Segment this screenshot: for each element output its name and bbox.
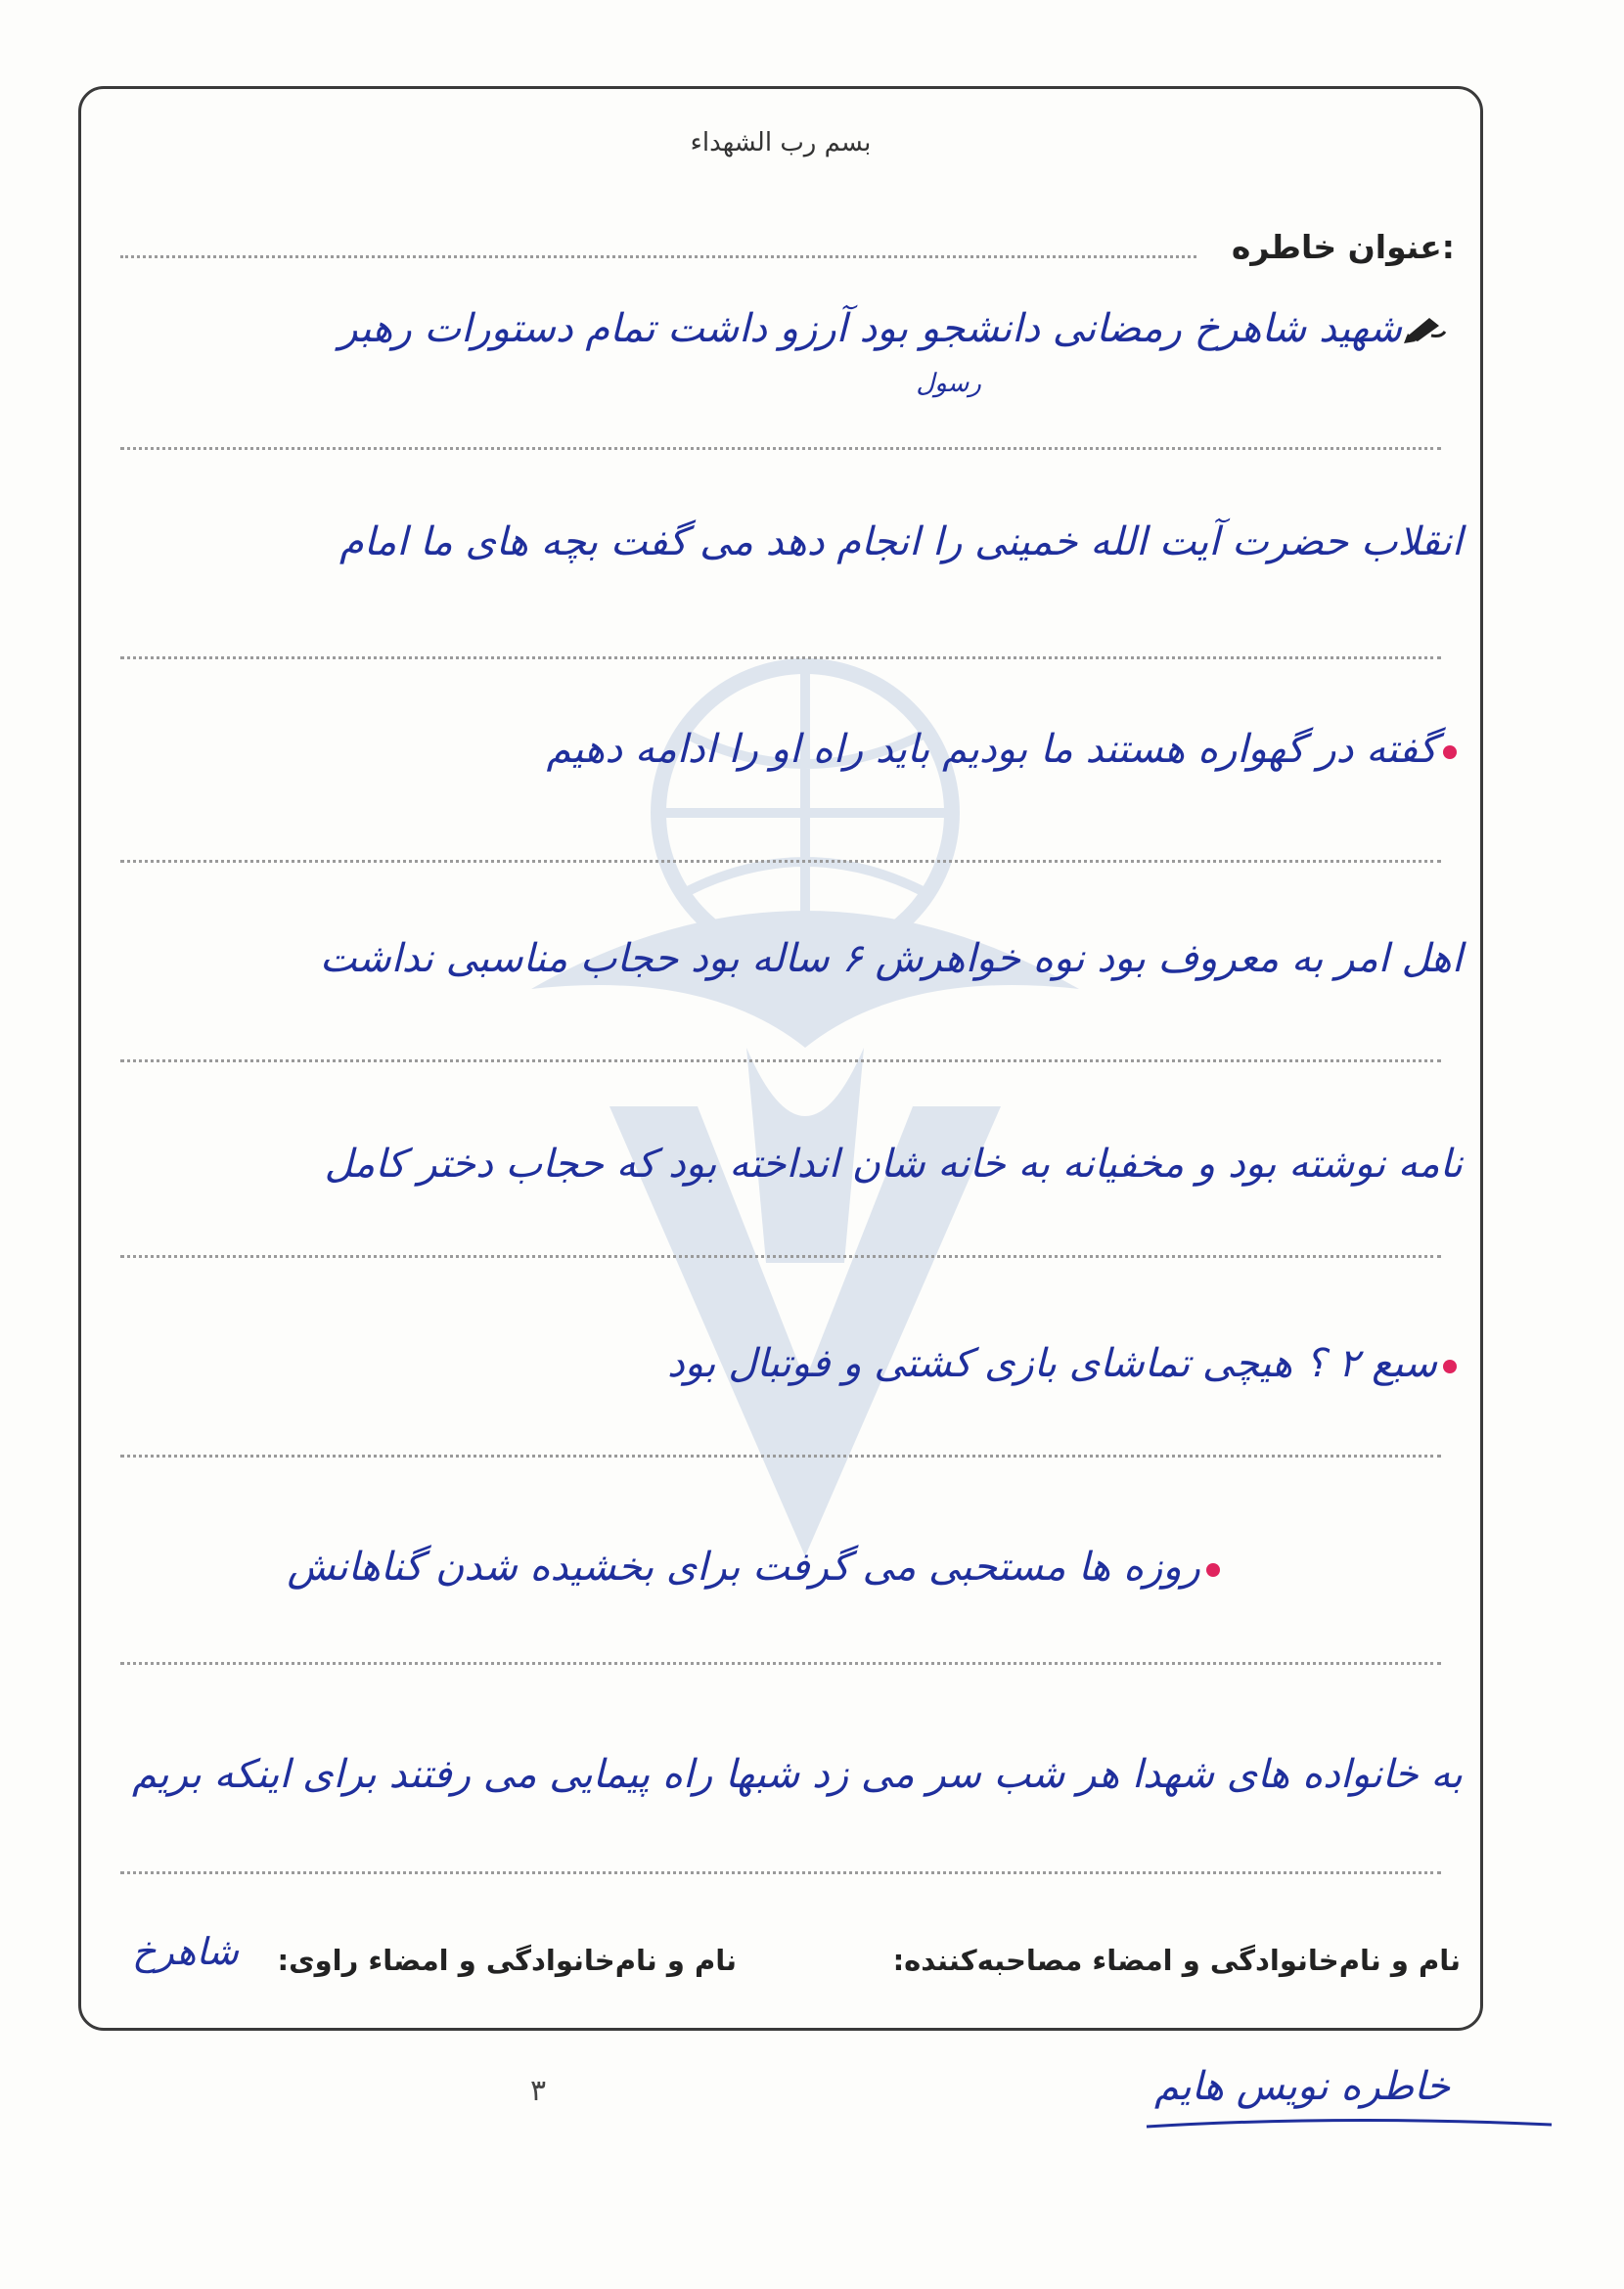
memoir-line-8: به خانواده های شهدا هر شب سر می زد شبها راه پیمایی می رفتند برای اینکه بریم	[131, 1752, 1463, 1797]
header-title: بسم رب الشهداء	[690, 128, 872, 157]
memoir-insertion: رسول	[916, 369, 981, 398]
page-number: ۳	[529, 2074, 547, 2108]
dotted-line-6	[120, 1455, 1441, 1458]
memoir-line-6: سبع ۲ ؟ هیچی تماشای بازی کشتی و فوتبال بود	[667, 1341, 1463, 1386]
pen-hand-icon	[1402, 312, 1447, 345]
memoir-line-4: اهل امر به معروف بود نوه خواهرش ۶ ساله بود حجاب مناسبی نداشت	[319, 936, 1463, 981]
dotted-line-4	[120, 1059, 1441, 1062]
sentence-end-dot	[1443, 745, 1457, 759]
interviewer-signature-label: نام و نام‌خانوادگی و امضاء مصاحبه‌کننده:	[892, 1944, 1461, 1977]
memoir-line-3: گفته در گهواره هستند ما بودیم باید راه او را ادامه دهیم	[547, 727, 1463, 772]
memoir-line-7: روزه ها مستحبی می گرفت برای بخشیده شدن گناهانش	[288, 1545, 1226, 1590]
dotted-line-7	[120, 1662, 1441, 1665]
memoir-line-1: شهید شاهرخ رمضانی دانشجو بود آرزو داشت تمام دستورات رهبر	[338, 306, 1402, 351]
narrator-signature-label: نام و نام‌خانوادگی و امضاء راوی:	[277, 1944, 737, 1977]
memoir-line-5: نامه نوشته بود و مخفیانه به خانه شان انداخته بود که حجاب دختر کامل	[324, 1142, 1463, 1187]
dotted-line-8	[120, 1871, 1441, 1874]
sentence-end-dot	[1443, 1360, 1457, 1373]
watermark-emblem	[492, 637, 1118, 1576]
memoir-line-2: انقلاب حضرت آیت الله خمینی را انجام دهد می گفت بچه های ما امام	[338, 519, 1463, 564]
bottom-signature: خاطره نویس هایم	[1154, 2064, 1450, 2109]
sentence-end-dot	[1206, 1563, 1220, 1577]
signature-row	[81, 1930, 1480, 1995]
narrator-signature: شاهرخ	[132, 1930, 239, 1973]
dotted-line-3	[120, 860, 1441, 863]
form-frame	[78, 86, 1483, 2031]
memoir-title-label: عنوان خاطره:	[1231, 228, 1455, 266]
dotted-line-5	[120, 1255, 1441, 1258]
title-dotted-line	[120, 255, 1196, 258]
dotted-line-2	[120, 656, 1441, 659]
dotted-line-1	[120, 447, 1441, 450]
signature-underline	[1145, 2107, 1556, 2146]
